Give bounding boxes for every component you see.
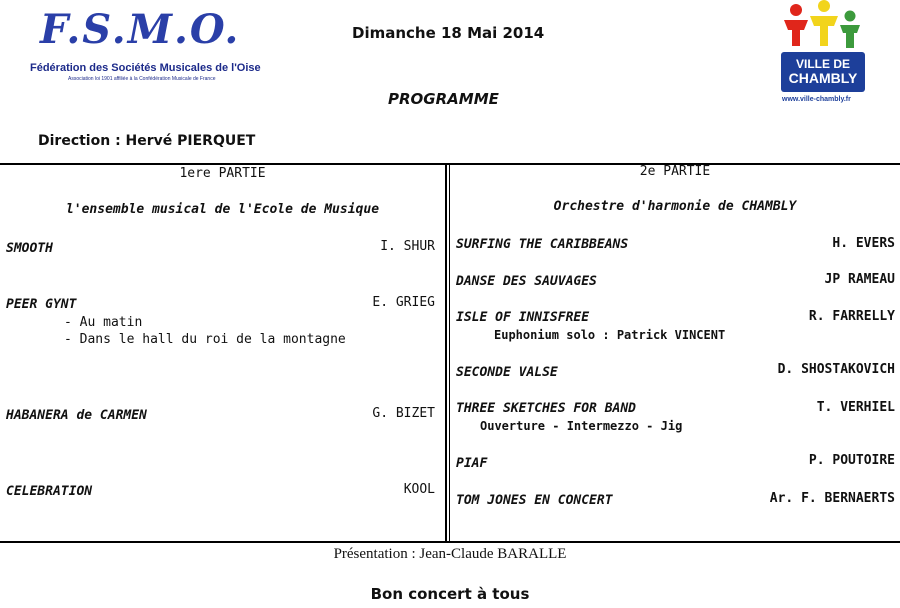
part2-composer-1: H. EVERS bbox=[832, 236, 895, 251]
direction-line: Direction : Hervé PIERQUET bbox=[38, 133, 256, 149]
part2-piece-3: ISLE OF INNISFREE bbox=[456, 310, 590, 325]
city-logo-line2: CHAMBLY bbox=[788, 70, 858, 86]
part1-detail-2b: - Dans le hall du roi de la montagne bbox=[64, 332, 346, 347]
part1-piece-4: CELEBRATION bbox=[6, 484, 93, 499]
part1-piece-2: PEER GYNT bbox=[6, 297, 77, 312]
part2-piece-1: SURFING THE CARIBBEANS bbox=[456, 237, 629, 252]
part2-composer-2: JP RAMEAU bbox=[824, 272, 895, 287]
part2-composer-7: Ar. F. BERNAERTS bbox=[769, 491, 895, 506]
table-bottom-rule bbox=[0, 541, 900, 543]
part2-piece-7: TOM JONES EN CONCERT bbox=[456, 493, 613, 508]
programme-title: PROGRAMME bbox=[388, 90, 499, 108]
part2-detail-5: Ouverture - Intermezzo - Jig bbox=[480, 419, 683, 433]
part2-piece-6: PIAF bbox=[456, 456, 488, 471]
city-url: www.ville-chambly.fr bbox=[782, 96, 851, 103]
column-divider bbox=[445, 163, 447, 542]
closing-line: Bon concert à tous bbox=[370, 585, 530, 603]
part2-composer-5: T. VERHIEL bbox=[816, 400, 895, 415]
column-divider-inner bbox=[449, 163, 450, 542]
part2-piece-4: SECONDE VALSE bbox=[456, 365, 558, 380]
part2-piece-5: THREE SKETCHES FOR BAND bbox=[456, 401, 637, 416]
fsmo-logo: F.S.M.O. bbox=[40, 6, 241, 53]
part1-composer-2: E. GRIEG bbox=[372, 295, 435, 310]
part1-composer-1: I. SHUR bbox=[380, 239, 435, 254]
part2-piece-2: DANSE DES SAUVAGES bbox=[456, 274, 597, 289]
city-logo-line1: VILLE DE bbox=[795, 57, 850, 71]
part2-composer-4: D. SHOSTAKOVICH bbox=[777, 362, 895, 377]
concert-date: Dimanche 18 Mai 2014 bbox=[352, 24, 545, 42]
part2-composer-3: R. FARRELLY bbox=[808, 309, 895, 324]
chambly-logo-box bbox=[781, 52, 865, 92]
part2-title: 2e PARTIE bbox=[639, 164, 711, 179]
part2-detail-3: Euphonium solo : Patrick VINCENT bbox=[494, 328, 726, 342]
presentation-line: Présentation : Jean-Claude BARALLE bbox=[333, 546, 567, 562]
part1-piece-1: SMOOTH bbox=[6, 241, 53, 256]
part1-composer-4: KOOL bbox=[403, 482, 435, 497]
federation-note: Association loi 1901 affiliée à la Confédération Musicale de France bbox=[68, 76, 216, 82]
part1-ensemble: l'ensemble musical de l'Ecole de Musique bbox=[65, 202, 380, 217]
part2-composer-6: P. POUTOIRE bbox=[808, 453, 895, 468]
part2-ensemble: Orchestre d'harmonie de CHAMBLY bbox=[553, 199, 797, 214]
part1-title: 1ere PARTIE bbox=[179, 166, 266, 181]
federation-name: Fédération des Sociétés Musicales de l'Oise bbox=[30, 62, 261, 74]
part1-piece-3: HABANERA de CARMEN bbox=[6, 408, 147, 423]
part1-detail-2a: - Au matin bbox=[64, 315, 143, 330]
part1-composer-3: G. BIZET bbox=[372, 406, 435, 421]
